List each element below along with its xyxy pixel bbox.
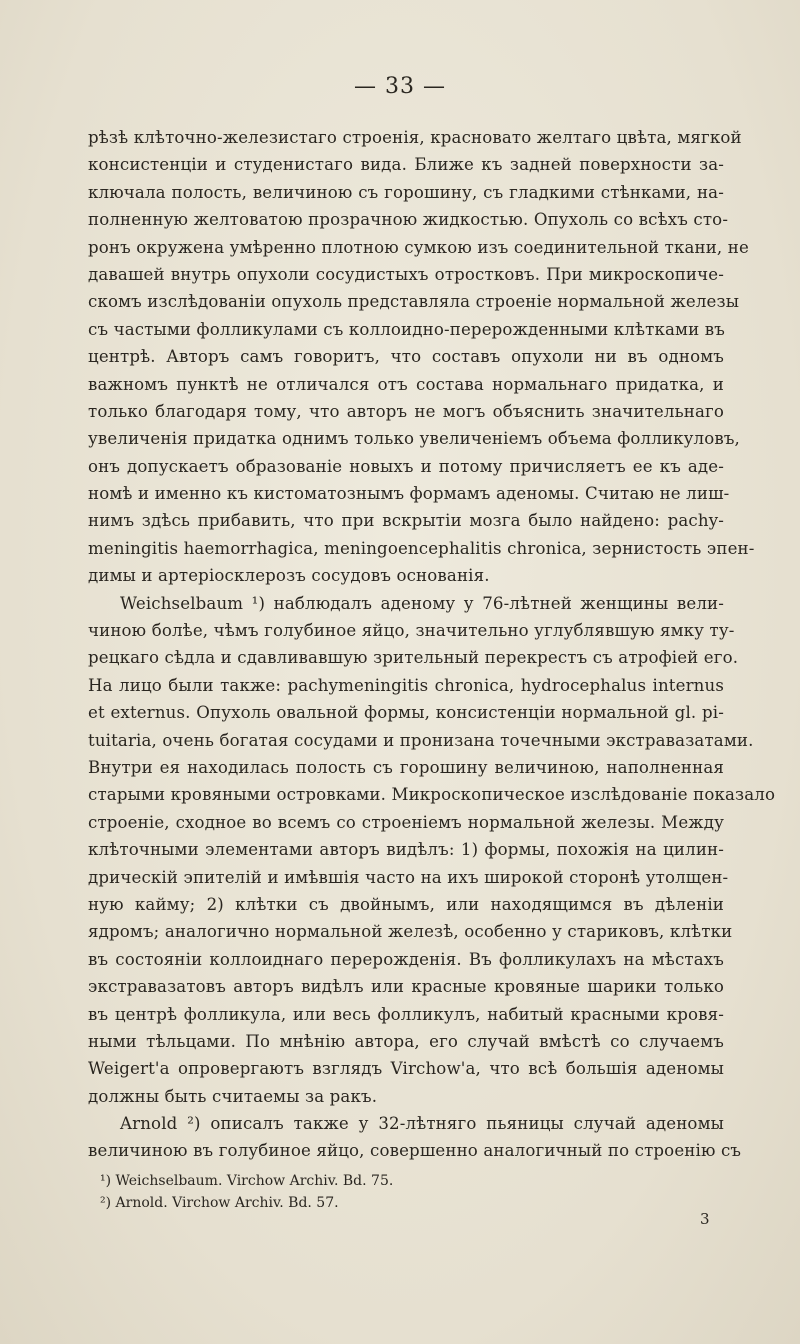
text-line: tuitaria, очень богатая сосудами и пронизана точечными экстравазатами. (88, 730, 754, 750)
text-line: консистенціи и студенистаго вида. Ближе къ задней поверхности за- (88, 155, 724, 175)
text-line: нимъ здѣсь прибавить, что при вскрытіи мозга было найдено: pachy- (88, 511, 724, 531)
text-line: съ частыми фолликулами съ коллоидно-перерожденными клѣтками въ (88, 319, 725, 339)
text-line: Внутри ея находилась полость съ горошину величиною, наполненная (88, 757, 724, 777)
page-number: — 33 — (354, 74, 446, 99)
signature-mark: 3 (700, 1210, 710, 1228)
text-line: ядромъ; аналогично нормальной железѣ, особенно у стариковъ, клѣтки (88, 922, 733, 942)
footnote: ²) Arnold. Virchow Archiv. Bd. 57. (100, 1195, 339, 1211)
footnote: ¹) Weichselbaum. Virchow Archiv. Bd. 75. (100, 1173, 394, 1189)
text-line: рецкаго сѣдла и сдавливавшую зрительный перекрестъ съ атрофіей его. (88, 648, 739, 668)
text-line: ключала полость, величиною съ горошину, съ гладкими стѣнками, на- (88, 182, 724, 202)
text-line: давашей внутрь опухоли сосудистыхъ отростковъ. При микроскопиче- (88, 264, 724, 284)
text-line: важномъ пунктѣ не отличался отъ состава нормальнаго придатка, и (88, 374, 724, 394)
text-line: клѣточными элементами авторъ видѣлъ: 1) формы, похожія на цилин- (88, 840, 724, 860)
text-line: центрѣ. Авторъ самъ говоритъ, что составъ опухоли ни въ одномъ (88, 347, 724, 367)
text-line: должны быть считаемы за ракъ. (88, 1086, 378, 1106)
text-line: увеличенія придатка однимъ только увеличеніемъ объема фолликуловъ, (88, 429, 740, 449)
text-line: скомъ изслѣдованіи опухоль представляла строеніе нормальной железы (88, 292, 740, 312)
text-line: ронъ окружена умѣренно плотною сумкою изъ соединительной ткани, не (88, 237, 749, 257)
text-line: Arnold ²) описалъ также у 32-лѣтняго пьяницы случай аденомы (120, 1114, 724, 1134)
text-line: строеніе, сходное во всемъ со строеніемъ нормальной железы. Между (88, 812, 724, 832)
text-line: полненную желтоватою прозрачною жидкостью. Опухоль со всѣхъ сто- (88, 210, 729, 230)
text-line: димы и артеріосклерозъ сосудовъ основанія. (88, 566, 490, 586)
text-line: et externus. Опухоль овальной формы, консистенціи нормальной gl. pi- (88, 703, 724, 723)
text-line: Weigert'а опровергаютъ взглядъ Virchow'а, что всѣ большія аденомы (88, 1059, 724, 1079)
text-line: Weichselbaum ¹) наблюдалъ аденому у 76-лѣтней женщины вели- (120, 593, 724, 613)
text-line: дрическій эпителій и имѣвшія часто на ихъ широкой сторонѣ утолщен- (88, 867, 729, 887)
text-line: въ состояніи коллоиднаго перерожденія. Въ фолликулахъ на мѣстахъ (88, 949, 724, 969)
text-line: рѣзѣ клѣточно-железистаго строенія, красновато желтаго цвѣта, мягкой (88, 128, 742, 147)
body-text (88, 124, 776, 1165)
text-line: величиною въ голубиное яйцо, совершенно аналогичный по строенію съ (88, 1141, 742, 1161)
text-line: meningitis haemorrhagica, meningoencephalitis chronica, зернистость эпен- (88, 538, 755, 558)
text-line: въ центрѣ фолликула, или весь фолликулъ, набитый красными кровя- (88, 1004, 724, 1024)
text-line: экстравазатовъ авторъ видѣлъ или красные кровяные шарики только (88, 977, 724, 997)
text-line: онъ допускаетъ образованіе новыхъ и потому причисляетъ ее къ аде- (88, 456, 724, 476)
footnotes (100, 1170, 660, 1214)
text-line: На лицо были также: pachymeningitis chronica, hydrocephalus internus (88, 675, 724, 695)
text-line: ными тѣльцами. По мнѣнію автора, его случай вмѣстѣ со случаемъ (88, 1031, 724, 1051)
text-line: ную кайму; 2) клѣтки съ двойнымъ, или находящимся въ дѣленіи (88, 894, 724, 914)
text-line: только благодаря тому, что авторъ не могъ объяснить значительнаго (88, 401, 724, 421)
text-line: старыми кровяными островками. Микроскопическое изслѣдованіе показало (88, 785, 776, 805)
text-line: номѣ и именно къ кистоматознымъ формамъ аденомы. Считаю не лиш- (88, 484, 730, 504)
text-line: чиною болѣе, чѣмъ голубиное яйцо, значительно углублявшую ямку ту- (88, 621, 735, 641)
